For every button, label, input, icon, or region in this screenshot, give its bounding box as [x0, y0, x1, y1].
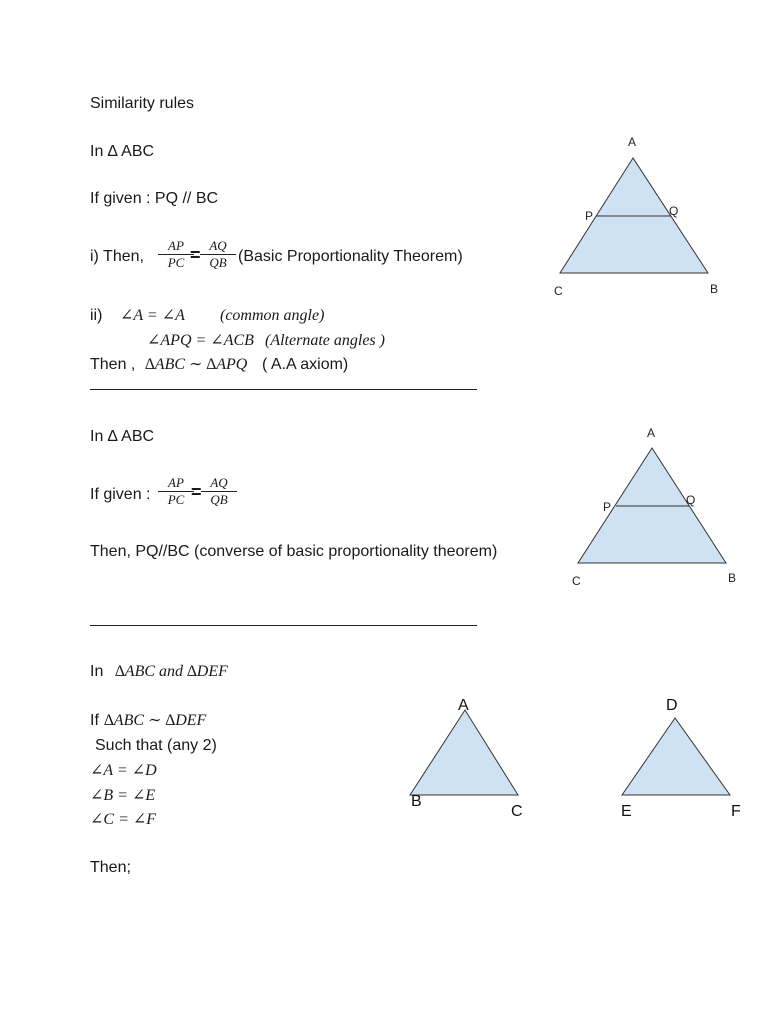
ii-prefix: ii) [90, 307, 103, 324]
fraction-ap-pc [158, 238, 194, 271]
given-prefix: If given : [90, 486, 151, 503]
angle-equation-1: ∠A = ∠A [120, 307, 185, 324]
vertex-label-p: P [585, 209, 594, 223]
page-title: Similarity rules [90, 95, 195, 112]
triangle-diagram-abc [400, 690, 540, 830]
similarity-statement: ∆ABC ∼ ∆APQ [145, 356, 248, 373]
section-divider [90, 625, 477, 626]
equals-sign: = [190, 245, 201, 265]
theorem-name: (Basic Proportionality Theorem) [238, 248, 463, 265]
vertex-label-f: F [731, 803, 741, 820]
vertex-label-b: B [411, 793, 422, 810]
angle-equation-be: ∠B = ∠E [90, 787, 156, 804]
vertex-label-e: E [621, 803, 632, 820]
angle-equation-cf: ∠C = ∠F [90, 811, 157, 828]
axiom-reason: ( A.A axiom) [262, 356, 349, 373]
fraction-aq-qb [201, 475, 237, 508]
vertex-label-a: A [458, 697, 469, 714]
fraction-ap-pc [158, 475, 194, 508]
then-text: Then; [90, 859, 131, 876]
triangle-diagram-1 [540, 130, 740, 310]
in-triangle-abc: In ∆ ABC [90, 143, 155, 160]
fraction-denominator: QB [210, 492, 228, 507]
fraction-numerator: AQ [200, 238, 236, 255]
vertex-label-b: B [710, 282, 719, 296]
vertex-label-q: Q [686, 493, 696, 507]
triangle-diagram-2 [560, 420, 750, 600]
given-statement: If given : PQ // BC [90, 190, 219, 207]
fraction-numerator: AP [158, 475, 194, 492]
converse-statement: Then, PQ//BC (converse of basic proportionality theorem) [90, 543, 498, 560]
vertex-label-d: D [666, 697, 678, 714]
in-triangle-abc-2: In ∆ ABC [90, 428, 155, 445]
angle-reason-2: (Alternate angles ) [265, 332, 385, 349]
triangle-diagram-def [610, 690, 760, 830]
vertex-label-a: A [647, 426, 656, 440]
triangle-abc [410, 710, 518, 795]
fraction-denominator: PC [167, 255, 185, 270]
triangle-def [622, 718, 730, 795]
in-prefix: In [90, 663, 104, 680]
vertex-label-a: A [628, 135, 637, 149]
conclusion-prefix: Then , [90, 356, 136, 373]
vertex-label-p: P [603, 500, 612, 514]
angle-reason-1: (common angle) [220, 307, 325, 324]
such-that-text: Such that (any 2) [95, 737, 217, 754]
similarity-condition: ∆ABC ∼ ∆DEF [104, 712, 207, 729]
vertex-label-c: C [572, 574, 581, 588]
fraction-denominator: PC [167, 492, 185, 507]
triangles-abc-def: ∆ABC and ∆DEF [115, 663, 228, 680]
fraction-numerator: AQ [201, 475, 237, 492]
fraction-numerator: AP [158, 238, 194, 255]
vertex-label-c: C [554, 284, 563, 298]
angle-equation-2: ∠APQ = ∠ACB [147, 332, 254, 349]
equals-sign: = [191, 482, 202, 502]
fraction-aq-qb [200, 238, 236, 271]
then-prefix: i) Then, [90, 248, 144, 265]
section-divider [90, 389, 477, 390]
fraction-denominator: QB [209, 255, 227, 270]
angle-equation-ad: ∠A = ∠D [90, 762, 157, 779]
vertex-label-q: Q [669, 204, 679, 218]
vertex-label-b: B [728, 571, 737, 585]
vertex-label-c: C [511, 803, 523, 820]
if-prefix: If [90, 712, 99, 729]
